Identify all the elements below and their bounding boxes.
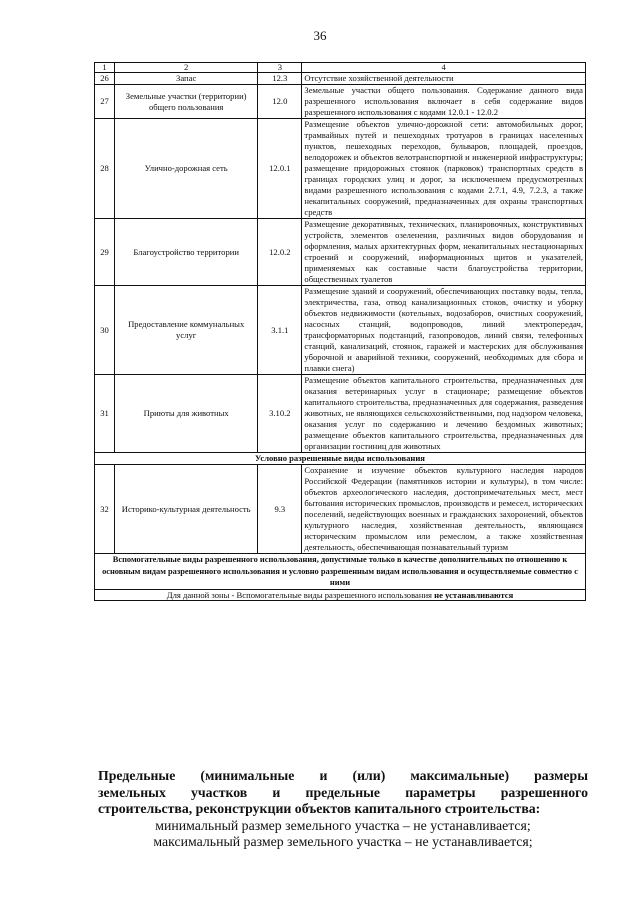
use-type-code: 12.3: [258, 73, 302, 85]
page-number: 36: [313, 28, 327, 43]
limits-heading-line: земельных участков и предельные параметры разрешенного: [98, 784, 588, 800]
use-type-description: Размещение объектов капитального строительства, предназначенных для оказания ветеринарных услуг в стационаре; размещение объектов капитального строительства, предназначенных для содержания, разведения животных, не являющихся сельскохозяйственными, под надзором человека, оказания услуг по содержанию и лечению бездомных животных; размещение объектов капитального строительства, предназначенных для организации гостиниц для животных: [302, 375, 586, 453]
limits-heading: [98, 768, 588, 818]
max-area-item: максимальный размер земельного участка – не устанавливается;: [153, 834, 533, 849]
row-number: 27: [95, 85, 115, 119]
conditional-section-title: Условно разрешенные виды использования: [95, 453, 586, 465]
row-number: 31: [95, 375, 115, 453]
zone-note-row: [95, 589, 586, 600]
land-use-table: [94, 62, 586, 601]
use-type-code: 3.10.2: [258, 375, 302, 453]
use-type-code: 12.0.1: [258, 119, 302, 219]
header-cell: 4: [302, 63, 586, 73]
use-type-description: Размещение декоративных, технических, планировочных, конструктивных устройств, элементов озеленения, различных видов оборудования и оформления, малых архитектурных форм, некапитальных нестационарных строений и сооружений, информационных щитов и указателей, применяемых как составные части благоустройства территории, общественных туалетов: [302, 219, 586, 286]
row-number: 30: [95, 286, 115, 375]
use-type-name: Запас: [115, 73, 258, 85]
auxiliary-section-title: Вспомогательные виды разрешенного использования, допустимые только в качестве дополнительных по отношению к основным видам разрешенного использования и условно разрешенным видам использования и осуществляемые совместно с ними: [95, 554, 586, 590]
zone-note: [95, 589, 586, 600]
limits-block: [98, 768, 588, 851]
use-type-code: 3.1.1: [258, 286, 302, 375]
use-type-name: Улично-дорожная сеть: [115, 119, 258, 219]
header-cell: 3: [258, 63, 302, 73]
use-type-name: Предоставление коммунальных услуг: [115, 286, 258, 375]
row-number: 26: [95, 73, 115, 85]
table-row: [95, 219, 586, 286]
use-type-name: Приюты для животных: [115, 375, 258, 453]
table-row: [95, 286, 586, 375]
use-type-description: Отсутствие хозяйственной деятельности: [302, 73, 586, 85]
table-header-row: [95, 63, 586, 73]
use-type-description: Сохранение и изучение объектов культурного наследия народов Российской Федерации (памятников истории и культуры), в том числе: объектов археологического наследия, достопримечательных мест, мест бытования исторических промыслов, производств и ремесел, исторических поселений, недействующих военных и гражданских захоронений, объектов культурного наследия, хозяйственная деятельность, являющаяся историческим промыслом или ремеслом, а также хозяйственная деятельность, обеспечивающая познавательный туризм: [302, 465, 586, 554]
use-type-name: Земельные участки (территории) общего пользования: [115, 85, 258, 119]
use-type-name: Благоустройство территории: [115, 219, 258, 286]
use-type-description: Земельные участки общего пользования. Содержание данного вида разрешенного использования включает в себя содержание видов разрешенного использования с кодами 12.0.1 - 12.0.2: [302, 85, 586, 119]
table-row: [95, 375, 586, 453]
table-row: [95, 465, 586, 554]
zone-note-emphasis: не устанавливаются: [434, 589, 514, 600]
row-number: 32: [95, 465, 115, 554]
limits-heading-line: Предельные (минимальные и (или) максимальные) размеры: [98, 768, 588, 783]
use-type-description: Размещение объектов улично-дорожной сети: автомобильных дорог, трамвайных путей и пешеходных тротуаров в границах населенных пунктов, пешеходных переходов, бульваров, площадей, проездов, велодорожек и объектов велотранспортной и инженерной инфраструктуры; размещение придорожных стоянок (парковок) транспортных средств в границах городских улиц и дорог, за исключением предусмотренных видами разрешенного использования с кодами 2.7.1, 4.9, 7.2.3, а также некапитальных сооружений, предназначенных для охраны транспортных средств: [302, 119, 586, 219]
header-cell: 1: [95, 63, 115, 73]
table-row: [95, 85, 586, 119]
min-area-item: минимальный размер земельного участка – не устанавливается;: [155, 817, 531, 833]
row-number: 28: [95, 119, 115, 219]
use-type-code: 9.3: [258, 465, 302, 554]
section-row: [95, 554, 586, 590]
table-row: [95, 73, 586, 85]
table-row: [95, 119, 586, 219]
use-type-description: Размещение зданий и сооружений, обеспечивающих поставку воды, тепла, электричества, газа, отвод канализационных стоков, очистку и уборку объектов недвижимости (котельных, водозаборов, очистных сооружений, насосных станций, водопроводов, линий электропередач, трансформаторных подстанций, газопроводов, линий связи, телефонных станций, канализаций, стоянок, гаражей и мастерских для обслуживания уборочной и аварийной техники, сооружений, необходимых для сбора и плавки снега): [302, 286, 586, 375]
use-type-code: 12.0.2: [258, 219, 302, 286]
row-number: 29: [95, 219, 115, 286]
use-type-code: 12.0: [258, 85, 302, 119]
header-cell: 2: [115, 63, 258, 73]
use-type-name: Историко-культурная деятельность: [115, 465, 258, 554]
section-row: [95, 453, 586, 465]
limits-heading-line: строительства, реконструкции объектов капитального строительства:: [98, 801, 541, 816]
zone-note-prefix: Для данной зоны - Вспомогательные виды разрешенного использования: [166, 589, 435, 600]
